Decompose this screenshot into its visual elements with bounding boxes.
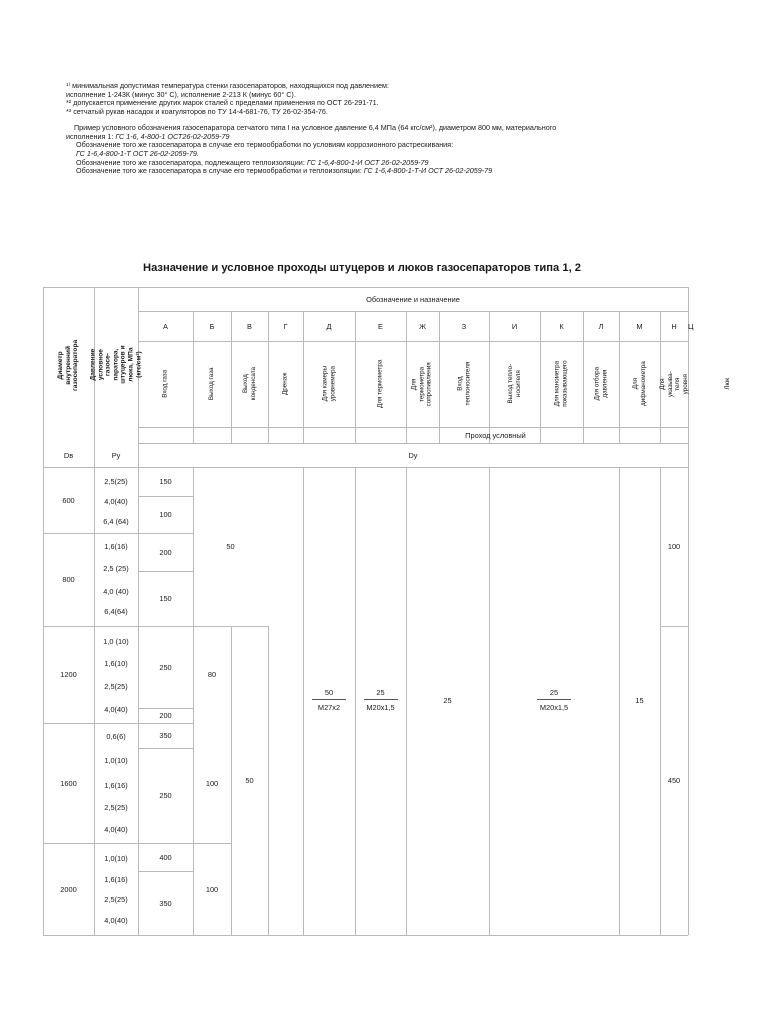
- column-purpose-text: Люк: [724, 378, 732, 390]
- column-purpose-text: Дренаж: [281, 372, 289, 396]
- diameter-value: 1200: [60, 670, 77, 679]
- example-line-3: Обозначение того же газосепаратора в случае его термообработки по условиям коррозионного растрескивания:: [76, 140, 454, 150]
- column-letter: З: [461, 321, 467, 331]
- v-value: 80: [207, 670, 217, 679]
- column-purpose-text: Вход газа: [161, 370, 169, 398]
- pressure-value: 4,0(40): [104, 704, 128, 714]
- column-purpose-text: Для термометра: [376, 359, 384, 409]
- pressure-value: 2,5(25): [104, 802, 128, 812]
- column-letter: Ж: [419, 321, 426, 331]
- column-purpose: [268, 341, 303, 427]
- column-purpose-text: Выход тепло-носителя: [506, 364, 522, 404]
- passage-label: Проход условный: [465, 430, 526, 440]
- pressure-value: 1,0(10): [104, 853, 128, 863]
- ab-value: 150: [159, 477, 172, 486]
- column-purpose: [355, 341, 406, 427]
- example-line-1: Пример условного обозначения газосепаратора сетчатого типа I на условное давление 6,4 МПа (64 кгс/см²), диаметром 800 мм, материального: [74, 122, 557, 132]
- example-line-4: ГС 1-6,4-800-1-Т ОСТ 26-02-2059-79.: [76, 148, 199, 158]
- column-letter: И: [511, 321, 518, 331]
- zi-value: 25: [443, 695, 452, 705]
- symbol-py: Ру: [111, 450, 121, 460]
- column-purpose: [439, 341, 489, 427]
- ab-value: 200: [159, 711, 172, 720]
- symbol-dy: Dy: [408, 450, 418, 460]
- pressure-value: 4,0 (40): [103, 586, 129, 596]
- column-letter: А: [163, 321, 168, 331]
- column-purpose: [406, 341, 439, 427]
- header-diameter: [43, 287, 94, 443]
- footnotes: [66, 82, 706, 176]
- column-purpose: [583, 341, 619, 427]
- ab-value: 350: [159, 898, 172, 908]
- column-purpose-text: Вход теплоносителя: [456, 362, 471, 406]
- example-line-2: исполнения 1: ГС 1-6, 4-800-1 ОСТ26-02-2059-79: [66, 131, 230, 141]
- ab-value: 250: [159, 791, 172, 800]
- column-purpose: [303, 341, 355, 427]
- header-group: Обозначение и назначение: [366, 294, 460, 304]
- v-value: 100: [205, 778, 219, 788]
- fraction-denominator: М27х2: [312, 699, 346, 712]
- column-purpose: [231, 341, 268, 427]
- pressure-value: 1,6(16): [104, 780, 128, 790]
- column-purpose: [688, 341, 768, 427]
- column-purpose-text: Для камеры уровнемера: [321, 366, 336, 402]
- pressure-value: 6,4 (64): [103, 516, 129, 526]
- pressure-value: 6,4(64): [104, 606, 128, 616]
- v-g-value: 50: [226, 542, 235, 551]
- diameter-value: 2000: [60, 884, 77, 894]
- klm-value-fraction: [537, 688, 571, 712]
- column-purpose-text: Для манометра показывающего: [553, 360, 569, 408]
- pressure-value: 4,0(40): [104, 824, 128, 834]
- column-letter: Г: [283, 321, 288, 331]
- column-purpose-text: Для отбора давления: [593, 367, 608, 401]
- pressure-value: 1,0(10): [104, 755, 128, 765]
- fraction-numerator: 50: [324, 688, 334, 697]
- header-pressure-text: Давление условное газосе-паратора, штуцеров и люка, МПа (кгс/см²): [89, 345, 142, 385]
- ab-value: 250: [159, 662, 172, 672]
- pressure-value: 4,0(40): [104, 496, 128, 506]
- column-letter: Б: [209, 321, 215, 331]
- ts-value: 100: [667, 542, 681, 551]
- column-purpose: [660, 341, 688, 427]
- zh-value-fraction: [364, 688, 398, 712]
- column-purpose-text: Выход конденсата: [241, 367, 257, 401]
- klm-value: [489, 600, 619, 800]
- column-letter: В: [247, 321, 252, 331]
- footnote-1: ¹⁾ минимальная допустимая температура стенки газосепараторов, находящихся под давлением:: [66, 81, 389, 90]
- v-value: 100: [205, 884, 219, 894]
- column-purpose: [489, 341, 540, 427]
- ab-value: 100: [159, 510, 172, 519]
- table-title: Назначение и условное проходы штуцеров и люков газосепараторов типа 1, 2: [142, 262, 582, 274]
- diameter-value: 800: [62, 575, 75, 584]
- pressure-value: 0,6(6): [106, 731, 126, 741]
- column-purpose: [619, 341, 660, 427]
- e-value: [303, 600, 355, 800]
- pressure-value: 2,5 (25): [103, 563, 129, 573]
- diameter-value: 600: [62, 495, 75, 505]
- pressure-value: 1,6(10): [104, 658, 128, 668]
- e-value-fraction: [312, 688, 346, 712]
- grid-line-horizontal: [43, 935, 688, 936]
- example-line-5: Обозначение того же газосепаратора, подлежащего теплоизоляции: ГС 1-6,4-800-1-И ОСТ 26-02-2059-79: [76, 157, 429, 167]
- ab-value: 200: [159, 547, 172, 557]
- column-purpose-text: Для термометра сопротивления: [411, 361, 434, 407]
- symbol-dn: Dв: [63, 450, 74, 460]
- g-value: 50: [245, 776, 254, 785]
- fraction-numerator: 25: [376, 688, 385, 697]
- column-letter: К: [559, 321, 564, 331]
- column-purpose: [540, 341, 583, 427]
- column-letter: Н: [671, 321, 677, 331]
- column-purpose-text: Для дифманометра: [631, 361, 647, 407]
- column-letter: Ц: [688, 321, 694, 331]
- fraction-denominator: М20х1,5: [537, 699, 571, 712]
- ts-value: 450: [667, 776, 681, 785]
- column-letter: Е: [378, 321, 383, 331]
- footnote-3: *³ сетчатый рукав насадок и коагуляторов по ТУ 14-4-681-76, ТУ 26-02-354-76.: [66, 107, 328, 117]
- pressure-value: 1,6(16): [104, 541, 128, 551]
- zh-value: [355, 600, 406, 800]
- header-diameter-text: Диаметр внутренний газосепаратора: [57, 339, 80, 391]
- column-purpose: [193, 341, 231, 427]
- column-letter: М: [636, 321, 643, 331]
- pressure-value: 2,5(25): [104, 681, 128, 691]
- pressure-value: 1,6(16): [104, 874, 128, 884]
- header-pressure: [89, 287, 142, 443]
- column-purpose-text: Выход газа: [208, 367, 216, 401]
- pressure-value: 4,0(40): [104, 915, 128, 925]
- grid-line-vertical: [268, 626, 269, 935]
- column-purpose: [138, 341, 193, 427]
- diameter-value: 1600: [60, 778, 77, 788]
- fraction-denominator: М20х1,5: [364, 699, 398, 712]
- n-value: 15: [635, 695, 644, 705]
- pressure-value: 2,5(25): [104, 476, 128, 486]
- fraction-numerator: 25: [549, 688, 559, 697]
- ab-value: 150: [159, 594, 172, 603]
- ab-value: 350: [159, 731, 172, 740]
- column-purpose-text: Для указыва-теля уровня: [658, 371, 689, 397]
- pressure-value: 2,5(25): [104, 894, 128, 904]
- pressure-value: 1,0 (10): [103, 636, 129, 646]
- column-letter: Л: [598, 321, 604, 331]
- footnote-1-cont: исполнение 1-243К (минус 30° С), исполнение 2-213 К (минус 60° С).: [66, 89, 296, 99]
- footnote-2: *² допускается применение других марок сталей с пределами применения по ОСТ 26-291-71.: [66, 98, 379, 108]
- ab-value: 400: [159, 852, 172, 862]
- example-line-6: Обозначение того же газосепаратора в случае его термообработки и теплоизоляции: ГС 1-6,4-800-1-Т-И ОСТ 26-02-2059-79: [76, 166, 493, 176]
- column-letter: Д: [326, 321, 332, 331]
